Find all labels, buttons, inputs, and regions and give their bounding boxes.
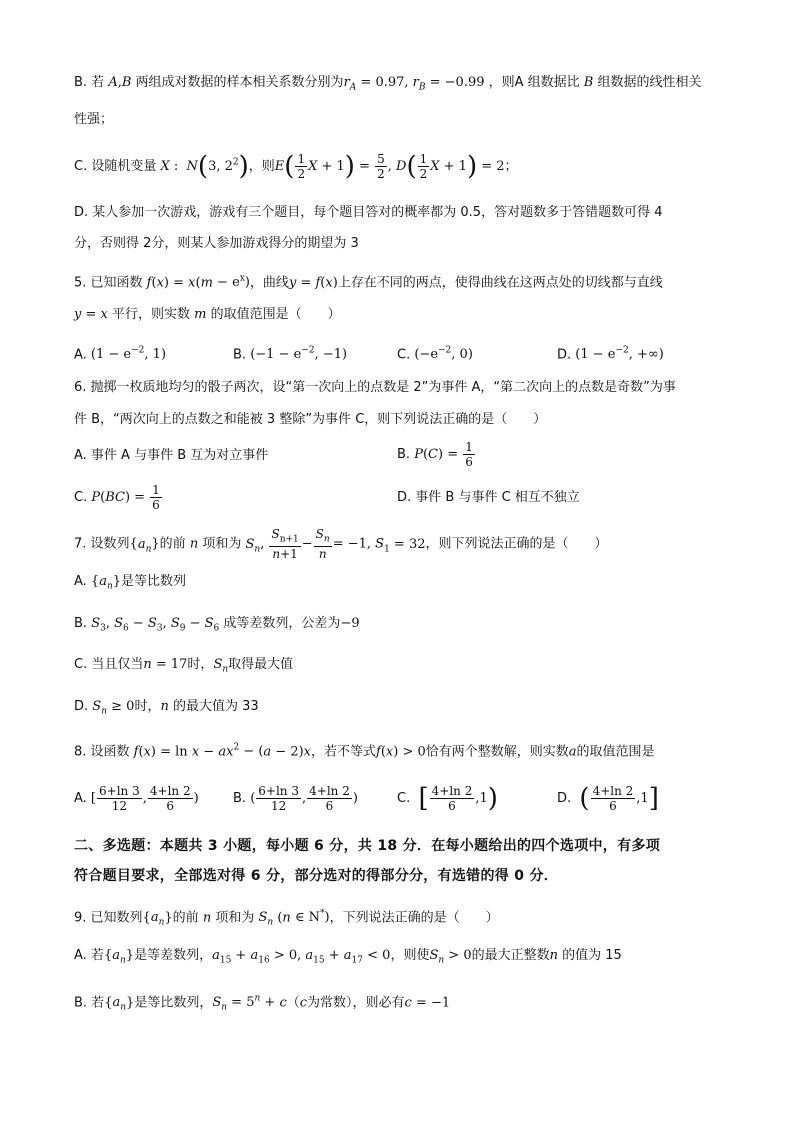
q7-option-c: C. 当且仅当n = 17时，$S_n$取得最大值 <box>74 657 294 675</box>
q4-option-b-line2: 性强； <box>74 112 114 127</box>
q5-stem-line2: y = x 平行，则实数 m 的取值范围是（ ） <box>74 307 341 322</box>
section2-title-line1: 二、多选题：本题共 3 小题，每小题 6 分，共 18 分．在每小题给出的四个选项中，有多项 <box>74 838 661 854</box>
q7-option-d: D. $S_n \ge 0$时，n 的最大值为 33 <box>74 699 259 717</box>
q8-option-d: D. ( $\frac{4+\ln 2}{6}$ ,1] <box>557 783 659 814</box>
q8-option-b: B. ( $\frac{6+\ln 3}{12}$ , $\frac{4+\ln 2}{6}$ ) <box>233 784 358 813</box>
q5-option-a: A. ($1 - e^{-2}$, 1) <box>74 346 167 363</box>
q5-option-d: D. ($1 - e^{-2}$, +∞) <box>557 346 664 363</box>
section2-title-line2: 符合题目要求，全部选对得 6 分，部分选对的得部分分，有选错的得 0 分． <box>74 868 559 884</box>
q6-stem-line1: 6. 抛掷一枚质地均匀的骰子两次，设“第一次向上的点数是 2”为事件 A，“第二次向上的点数是奇数”为事 <box>74 380 676 395</box>
q5-option-c: C. ($-e^{-2}$, 0) <box>397 346 473 363</box>
q6-option-a: A. 事件 A 与事件 B 互为对立事件 <box>74 448 269 463</box>
q6-option-b: B. P(C) = $\frac{1}{6}$ <box>397 440 473 469</box>
q7-option-a: A. $\{a_n\}$是等比数列 <box>74 574 187 592</box>
q9-option-a: A. 若$\{a_n\}$是等差数列，$a_{15} + a_{16} > 0$, $a_{15} + a_{17} < 0$，则使$S_n > 0$的最大正整数n 的值为 15 <box>74 948 622 966</box>
q9-stem: 9. 已知数列$\{a_n\}$的前 n 项和为 $S_n$ (n ∈ N*)，下列说法正确的是（ ） <box>74 909 499 928</box>
q5-stem-line1: 5. 已知函数 $f(x) = x(m - e^x)$，曲线y = f(x)上存在不同的两点，使得曲线在这两点处的切线都与直线 <box>74 274 663 291</box>
q4-option-b-line1: B. 若 A,B 两组成对数据的样本相关系数分别为$r_A = 0.97$, $r_B = -0.99$ ，则A 组数据比 B 组数据的线性相关 <box>74 75 702 93</box>
q8-stem: 8. 设函数 $f(x) = \ln x - ax^2 - (a - 2)x$，若不等式f(x) > 0恰有两个整数解，则实数a的取值范围是 <box>74 743 655 760</box>
q5-option-b: B. ($-1 - e^{-2}$, −1) <box>233 346 348 363</box>
q7-option-b: B. $S_3$, $S_6 - S_3$, $S_9 - S_6$ 成等差数列，公差为−9 <box>74 616 360 634</box>
q6-option-d: D. 事件 B 与事件 C 相互不独立 <box>397 490 580 505</box>
q6-stem-line2: 件 B，“两次向上的点数之和能被 3 整除”为事件 C，则下列说法正确的是（ ） <box>74 412 547 427</box>
q6-option-c: C. P(BC) = $\frac{1}{6}$ <box>74 483 160 512</box>
q4-option-d-line2: 分，否则得 2分，则某人参加游戏得分的期望为 3 <box>74 236 359 251</box>
q4-option-c: C. 设随机变量 X : N(3, $2^2$)，则E( $\frac{1}{2}$ X + 1) = $\frac{5}{2}$ , D( $\frac{1}{2}$ X + 1) = 2； <box>74 151 518 182</box>
q4-option-d-line1: D. 某人参加一次游戏，游戏有三个题目，每个题目答对的概率都为 0.5，答对题数多于答错题数可得 4 <box>74 205 663 220</box>
q9-option-b: B. 若$\{a_n\}$是等比数列，$S_n = 5^n + c(c$为常数），则必有c = −1 <box>74 994 451 1013</box>
q7-stem: 7. 设数列$\{a_n\}$的前 n 项和为 $S_n$, $\frac{S_{n+1}}{n+1}$ − $\frac{S_n}{n}$ = −1, $S_1 = 32$，则下列说法正确的是（ ） <box>74 527 608 562</box>
q8-option-a: A. [ $\frac{6+\ln 3}{12}$ , $\frac{4+\ln 2}{6}$ ) <box>74 784 199 813</box>
q8-option-c: C. [ $\frac{4+\ln 2}{6}$ ,1) <box>397 783 498 814</box>
